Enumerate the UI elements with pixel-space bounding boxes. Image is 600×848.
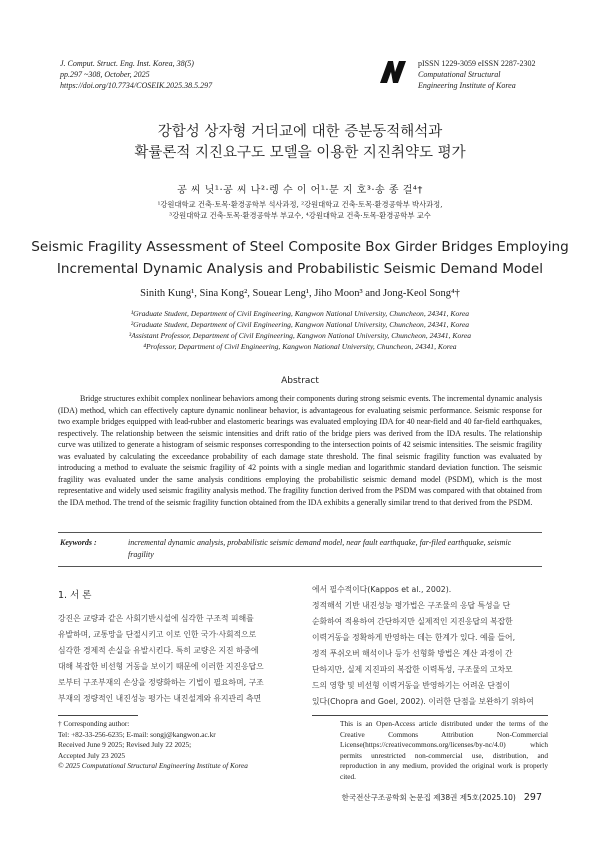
korean-title-line: 확률론적 지진요구도 모델을 이용한 지진취약도 평가 <box>134 145 466 161</box>
body-line: 강진은 교량과 같은 사회기반시설에 심각한 구조적 피해를 <box>58 614 254 623</box>
keywords-bottom-divider <box>58 566 542 567</box>
journal-name-line: Engineering Institute of Korea <box>418 81 516 90</box>
keywords-text: incremental dynamic analysis, probabilistic seismic demand model, near fault earthquake, far-filed earthquake, seismic fragility <box>128 538 512 559</box>
korean-title-line: 강합성 상자형 거더교에 대한 증분동적해석과 <box>157 124 443 140</box>
body-line: 정적 푸쉬오버 해석이나 등가 선형화 방법은 계산 과정이 간 <box>312 649 513 658</box>
keywords-label: Keywords : <box>60 538 97 547</box>
footnote-line: † Corresponding author: <box>58 719 130 728</box>
body-line: 이력거동을 정확하게 반영하는 데는 한계가 있다. 예를 들어, <box>312 633 516 642</box>
body-line: 유발하며, 교통망을 단절시키고 이로 인한 국가·사회적으로 <box>58 630 257 639</box>
footnote-line: Tel: +82-33-256-6235; E-mail: songj@kangwon.ac.kr <box>58 729 216 739</box>
english-affiliations <box>0 308 600 352</box>
affiliation-line: ³강원대학교 건축·토목·환경공학부 부교수, ⁴강원대학교 건축·토목·환경공학부 교수 <box>169 211 431 220</box>
english-title-line: Incremental Dynamic Analysis and Probabilistic Seismic Demand Model <box>56 261 544 277</box>
footnote-line: Accepted July 23 2025 <box>58 750 126 760</box>
affiliation-line: ³Assistant Professor, Department of Civil Engineering, Kangwon National University, Chuncheon, 24341, Korea <box>128 331 472 340</box>
korean-title <box>0 122 600 164</box>
license-divider <box>312 715 548 716</box>
korean-authors: 공 씨 닛¹·공 씨 나²·렝 수 이 어¹·문 지 호³·송 종 걸⁴† <box>177 185 423 196</box>
english-title <box>0 236 600 280</box>
corresponding-author-footnote <box>58 719 294 772</box>
body-line: 대해 복잡한 비선형 거동을 보이기 때문에 이러한 지진응답으 <box>58 662 264 671</box>
body-line: 순화하여 적용하여 간단하지만 실제적인 지진응답의 복잡한 <box>312 617 513 626</box>
page-number: 297 <box>523 792 542 803</box>
journal-citation <box>60 58 212 91</box>
license-notice: This is an Open-Access article distributed under the terms of the Creative Commons Attribution Non-Commercial License(https://creativecommons.org/licenses/by-nc/4.0) which permits unrestricted non-commercial use, distribution, and reproduction in any medium, provided the original work is properly cited. <box>340 719 548 781</box>
korean-affiliations <box>0 199 600 221</box>
journal-logo-icon <box>378 58 408 86</box>
journal-issue: 한국전산구조공학회 논문집 제38권 제5호(2025.10) <box>341 793 516 802</box>
affiliation-line: ¹Graduate Student, Department of Civil Engineering, Kangwon National University, Chuncheon, 24341, Korea <box>130 309 470 318</box>
affiliation-line: ¹강원대학교 건축·토목·환경공학부 석사과정, ²강원대학교 건축·토목·환경공학부 박사과정, <box>157 200 443 209</box>
abstract-body <box>58 393 542 508</box>
body-line: 에서 필수적이다(Kappos et al., 2002). <box>312 585 452 594</box>
abstract-heading: Abstract <box>281 376 319 386</box>
footnote-line: Received June 9 2025; Revised July 22 2025; <box>58 740 192 749</box>
section-heading: 1. 서 론 <box>58 590 92 601</box>
english-authors: Sinith Kung¹, Sina Kong², Souear Leng¹, Jiho Moon³ and Jong-Keol Song⁴† <box>140 288 460 299</box>
body-line: 드의 영향 및 비선형 이력거동을 반영하기는 어려운 단점이 <box>312 681 511 690</box>
english-title-line: Seismic Fragility Assessment of Steel Composite Box Girder Bridges Employing <box>31 239 569 255</box>
body-line: 단하지만, 실제 지진파의 복잡한 이력특성, 구조물의 고차모 <box>312 665 513 674</box>
affiliation-line: ²Graduate Student, Department of Civil Engineering, Kangwon National University, Chuncheon, 24341, Korea <box>130 320 470 329</box>
intro-right-column <box>312 582 548 710</box>
journal-info <box>418 58 536 91</box>
body-line: 있다(Chopra and Goel, 2002). 이러한 단점을 보완하기 위하여 <box>312 697 534 706</box>
citation-line: J. Comput. Struct. Eng. Inst. Korea, 38(5) <box>60 59 194 68</box>
intro-left-column <box>58 611 294 707</box>
page-footer <box>342 792 542 803</box>
affiliation-line: ⁴Professor, Department of Civil Engineering, Kangwon National University, Chuncheon, 24341, Korea <box>143 342 457 351</box>
footnote-divider <box>58 715 138 716</box>
abstract-text: Bridge structures exhibit complex nonlinear behaviors among their components during strong seismic events. The incremental dynamic analysis (IDA) method, which can effectively capture dynamic nonlinear behavior, is advantageous for evaluating seismic performance. Seismic response for two example bridges equipped with lead-rubber and elastomeric bearings was evaluated employing IDA for 40 near-field and 40 far-field earthquakes, respectively. The relationship between the seismic intensities and drift ratio of the bridge piers was derived from the IDA results. The relationship curve was utilized to generate a histogram of seismic responses corresponding to the intersection points of 42 seismic intensities. The seismic fragility was evaluated by calculating the exceedance probability of each damage state threshold. The final seismic fragility function was evaluated by introducing a method to evaluate the seismic fragility of 42 points with a single median and logarithmic standard deviation function. The seismic fragility was evaluated under the same analysis conditions employing the probabilistic seismic demand model (PSDM), which is the most representative and widely used seismic fragility analysis method. The fragility function derived from the PSDM was compared with that obtained from the IDA method. The trend of the seismic fragility function obtained from the IDA exhibits a generally similar trend to that derived from the PSDM. <box>58 394 542 507</box>
body-line: 심각한 경제적 손실을 유발시킨다. 특히 교량은 지진 하중에 <box>58 646 259 655</box>
doi-link[interactable]: https://doi.org/10.7734/COSEIK.2025.38.5.297 <box>60 81 213 90</box>
body-line: 부재의 정량적인 내진성능 평가는 내진설계와 유지관리 측면 <box>58 694 262 703</box>
body-line: 정적해석 기반 내진성능 평가법은 구조물의 응답 특성을 단 <box>312 601 511 610</box>
body-line: 로부터 구조부재의 손상을 정량화하는 기법이 필요하며, 구조 <box>58 678 264 687</box>
journal-name-line: Computational Structural <box>418 70 501 79</box>
keywords-top-divider <box>58 532 542 533</box>
footnote-line: © 2025 Computational Structural Engineering Institute of Korea <box>58 761 248 770</box>
citation-line: pp.297 ~308, October, 2025 <box>60 70 150 79</box>
issn: pISSN 1229-3059 eISSN 2287-2302 <box>418 59 536 68</box>
